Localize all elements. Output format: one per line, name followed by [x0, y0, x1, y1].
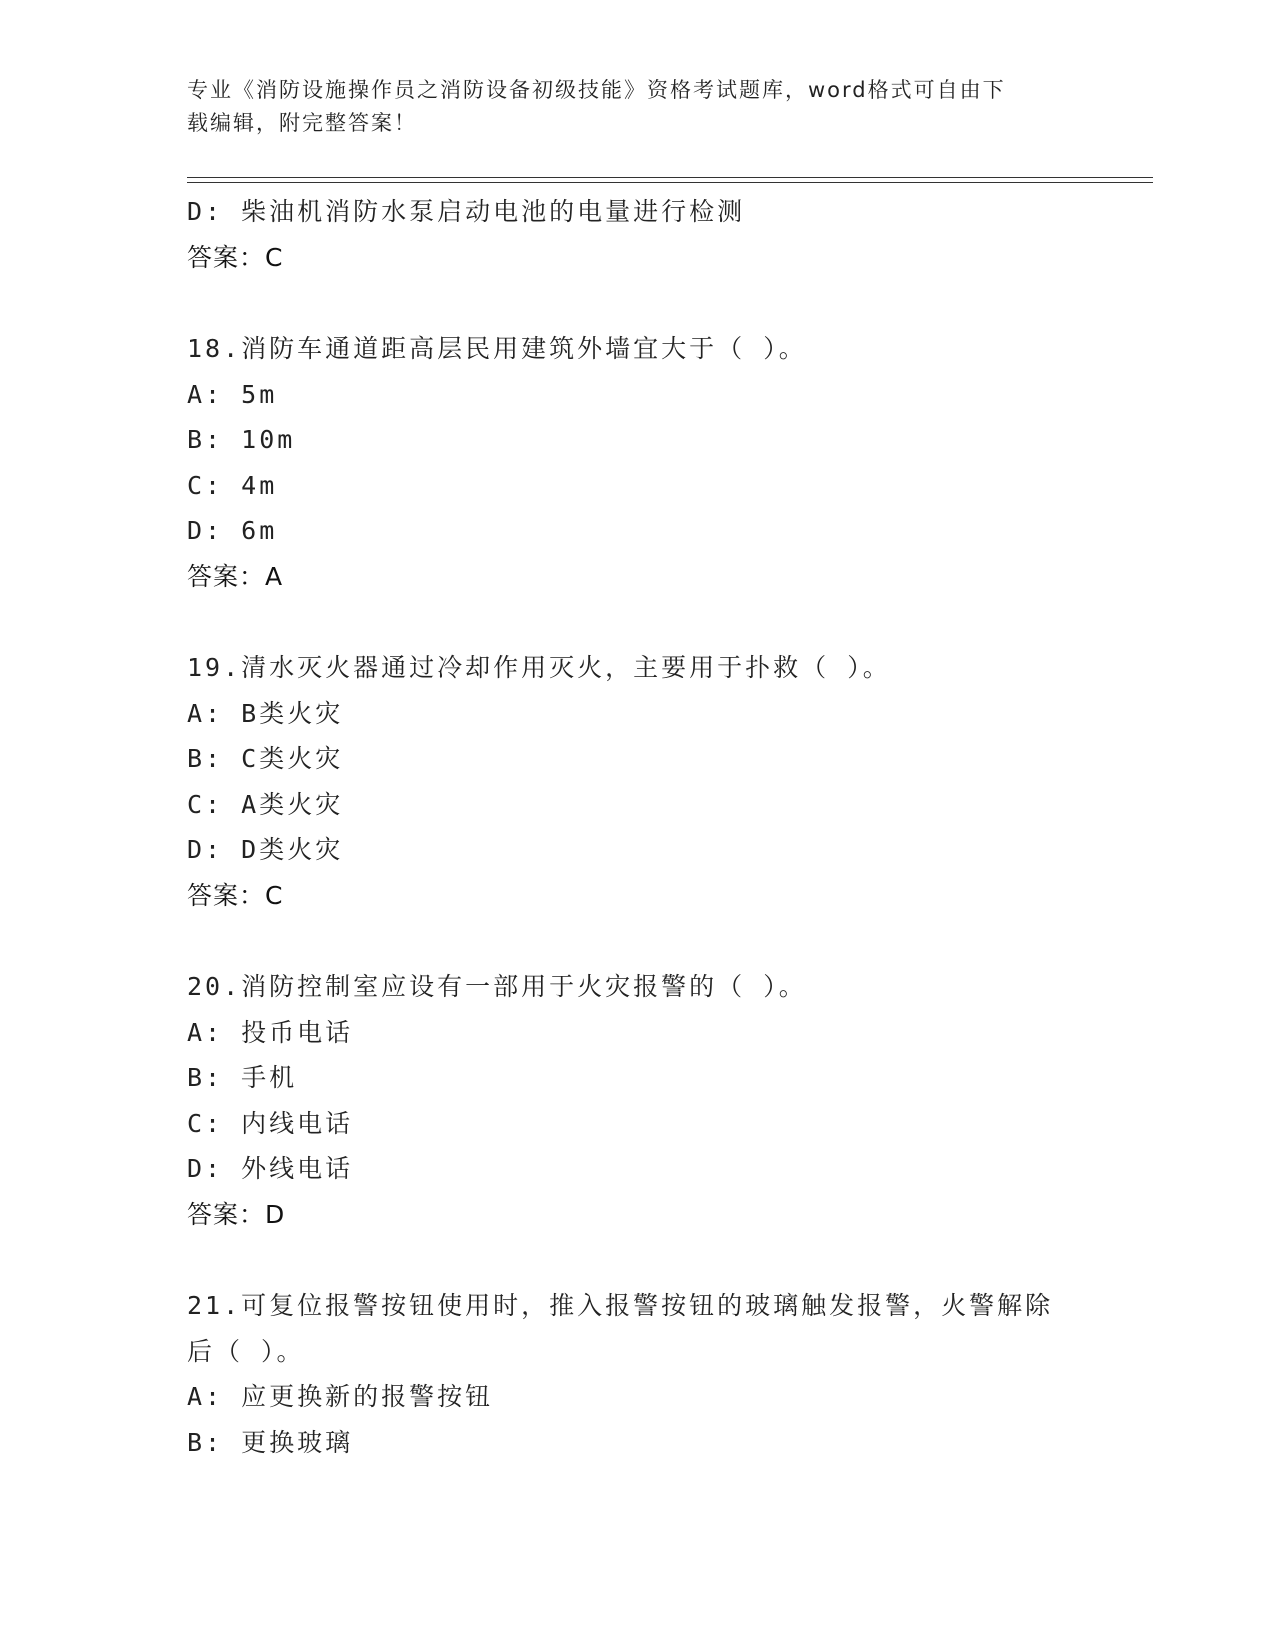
question-stem: 19.清水灭火器通过冷却作用灭火，主要用于扑救（ ）。 [187, 653, 891, 682]
question-list [187, 189, 1087, 1465]
option-a: A: B类火灾 [187, 698, 344, 728]
question-17-tail [187, 189, 1087, 280]
spacer [187, 280, 1087, 326]
question-stem: 18.消防车通道距高层民用建筑外墙宜大于（ ）。 [187, 334, 807, 363]
spacer [187, 599, 1087, 645]
option-c: C: 内线电话 [187, 1108, 354, 1138]
question-stem-line-1: 21.可复位报警按钮使用时，推入报警按钮的玻璃触发报警，火警解除 [187, 1291, 1054, 1320]
option-b: B: 更换玻璃 [187, 1427, 354, 1457]
spacer [187, 918, 1087, 964]
option-d: D: 外线电话 [187, 1154, 354, 1183]
spacer [187, 1237, 1087, 1283]
answer-line: 答案：A [187, 561, 284, 591]
option-a: A: 应更换新的报警按钮 [187, 1382, 494, 1411]
answer-line: 答案：C [187, 242, 284, 272]
option-b: B: 手机 [187, 1063, 298, 1092]
answer-line: 答案：C [187, 880, 284, 910]
question-18 [187, 326, 1087, 599]
option-b: B: 10m [187, 425, 296, 454]
document-header [187, 74, 1087, 140]
header-line-1: 专业《消防设施操作员之消防设备初级技能》资格考试题库，word格式可自由下 [187, 78, 1006, 102]
question-21 [187, 1283, 1087, 1465]
option-b: B: C类火灾 [187, 744, 344, 773]
option-d: D: 6m [187, 516, 278, 545]
header-divider-top [187, 177, 1153, 178]
option-c: C: A类火灾 [187, 789, 344, 819]
question-stem: 20.消防控制室应设有一部用于火灾报警的（ ）。 [187, 972, 807, 1001]
option-d: D: 柴油机消防水泵启动电池的电量进行检测 [187, 197, 746, 226]
question-stem-line-2: 后（ ）。 [187, 1336, 305, 1366]
header-line-2: 载编辑，附完整答案！ [187, 111, 417, 135]
option-c: C: 4m [187, 470, 278, 500]
option-a: A: 5m [187, 379, 278, 409]
answer-line: 答案：D [187, 1199, 286, 1229]
option-d: D: D类火灾 [187, 835, 344, 864]
option-a: A: 投币电话 [187, 1017, 354, 1047]
question-20 [187, 964, 1087, 1237]
header-divider-bottom [187, 182, 1153, 183]
question-19 [187, 645, 1087, 918]
